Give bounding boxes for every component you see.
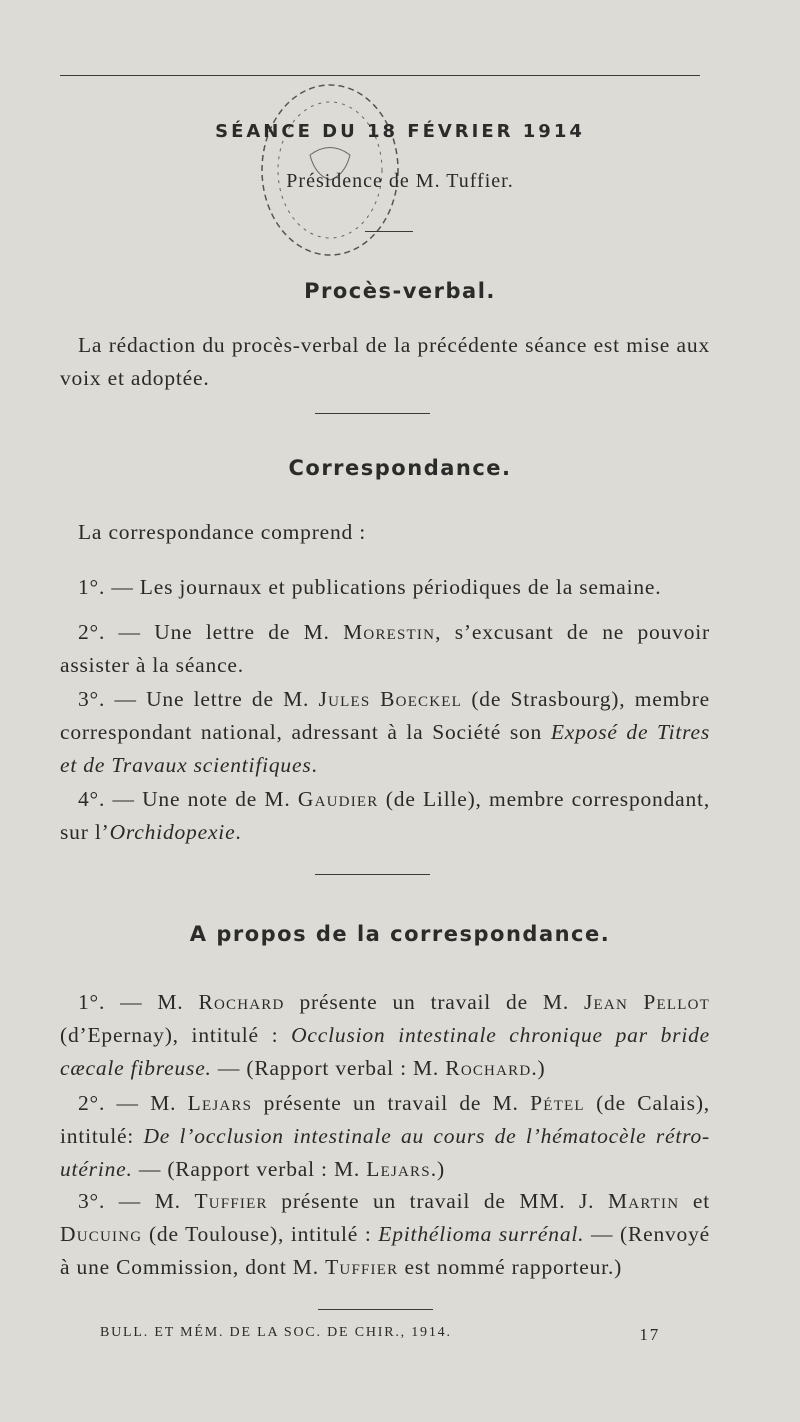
item-text: (de Strasbourg), membre correspondant national, adressant à la Société son <box>60 687 710 744</box>
person-name: Rochard <box>445 1056 532 1080</box>
page-number: 17 <box>639 1325 660 1344</box>
stamp-rule <box>365 231 413 232</box>
item-number: 2°. <box>78 1091 106 1115</box>
person-name: Morestin <box>343 620 436 644</box>
item-text: .) <box>430 1157 445 1181</box>
item-text: présente un travail de M. <box>252 1091 531 1115</box>
item-number: 3°. <box>78 687 106 711</box>
presidency-text: Présidence de M. Tuffier. <box>286 170 514 192</box>
person-name: Jules Boeckel <box>318 687 463 711</box>
session-title: SÉANCE DU 18 FÉVRIER 1914 <box>215 121 585 142</box>
list-item <box>60 783 710 849</box>
item-text: — M. <box>118 1189 195 1213</box>
person-name: Tuffier <box>194 1189 268 1213</box>
item-number: 1°. <box>78 575 106 599</box>
correspondance-intro <box>60 516 710 549</box>
item-text: (d’Epernay), intitulé : <box>60 1023 292 1047</box>
item-text: . <box>235 820 242 844</box>
item-text: (de Calais), intitulé: <box>60 1091 710 1148</box>
item-text: est nommé rapporteur.) <box>398 1255 623 1279</box>
proces-verbal-body: La rédaction du procès-verbal de la précédente séance est mise aux voix et adoptée. <box>60 333 710 390</box>
work-title: Occlusion intestinale chronique par bride cæcale fibreuse. <box>60 1023 710 1080</box>
proces-verbal-text <box>60 329 710 395</box>
item-text: — M. <box>116 1091 188 1115</box>
list-item <box>60 571 710 604</box>
a-propos-heading: A propos de la correspondance. <box>189 922 611 946</box>
divider-rule-1 <box>315 413 430 414</box>
item-text: . <box>311 753 318 777</box>
item-number: 3°. <box>78 1189 106 1213</box>
list-item <box>60 616 710 682</box>
person-name: Rochard <box>198 990 285 1014</box>
list-item <box>60 986 710 1085</box>
person-name: Pétel <box>530 1091 585 1115</box>
list-item <box>60 1185 710 1284</box>
list-item <box>60 1087 710 1186</box>
divider-rule-3 <box>318 1309 433 1310</box>
item-text: — Une lettre de M. <box>114 687 319 711</box>
item-text: (de Toulouse), intitulé : <box>142 1222 379 1246</box>
item-number: 1°. <box>78 990 106 1014</box>
presidency-line <box>0 170 800 193</box>
item-text: présente un travail de M. <box>284 990 584 1014</box>
divider-rule-2 <box>315 874 430 875</box>
item-text: présente un travail de MM. J. <box>267 1189 608 1213</box>
item-text: — Une note de M. <box>112 787 298 811</box>
work-title: Orchidopexie <box>109 820 236 844</box>
person-name: Tuffier <box>325 1255 399 1279</box>
item-text: (de Lille), membre correspondant, sur l’ <box>60 787 710 844</box>
person-name: Lejars <box>187 1091 253 1115</box>
item-text: — (Rapport verbal : M. <box>132 1157 367 1181</box>
item-number: 4°. <box>78 787 106 811</box>
proces-verbal-heading: Procès-verbal. <box>304 279 496 303</box>
person-name: Gaudier <box>297 787 379 811</box>
item-text: — Une lettre de M. <box>118 620 344 644</box>
work-title: De l’occlusion intestinale au cours de l’hématocèle rétro-utérine. <box>60 1124 711 1181</box>
person-name: Jean Pellot <box>583 990 710 1014</box>
person-name: Martin <box>607 1189 680 1213</box>
item-text: et <box>679 1189 710 1213</box>
journal-citation: BULL. ET MÉM. DE LA SOC. DE CHIR., 1914. <box>100 1325 452 1340</box>
correspondance-heading: Correspondance. <box>288 456 512 480</box>
item-text: — Les journaux et publications périodiques de la semaine. <box>111 575 662 599</box>
item-number: 2°. <box>78 620 106 644</box>
item-text: .) <box>531 1056 546 1080</box>
person-name: Lejars <box>366 1157 431 1181</box>
person-name: Ducuing <box>60 1222 143 1246</box>
list-item <box>60 683 710 782</box>
item-text: — M. <box>120 990 199 1014</box>
work-title: Epithélioma surrénal. <box>378 1222 585 1246</box>
page-footer <box>100 1325 660 1344</box>
work-title: Exposé de Titres et de Travaux scientifiques <box>60 720 711 777</box>
correspondance-intro-text: La correspondance comprend : <box>78 520 367 544</box>
item-text: — (Rapport verbal : M. <box>211 1056 446 1080</box>
item-text: , s’excusant de ne pouvoir assister à la séance. <box>60 620 710 677</box>
item-text: — (Renvoyé à une Commission, dont M. <box>60 1222 710 1279</box>
